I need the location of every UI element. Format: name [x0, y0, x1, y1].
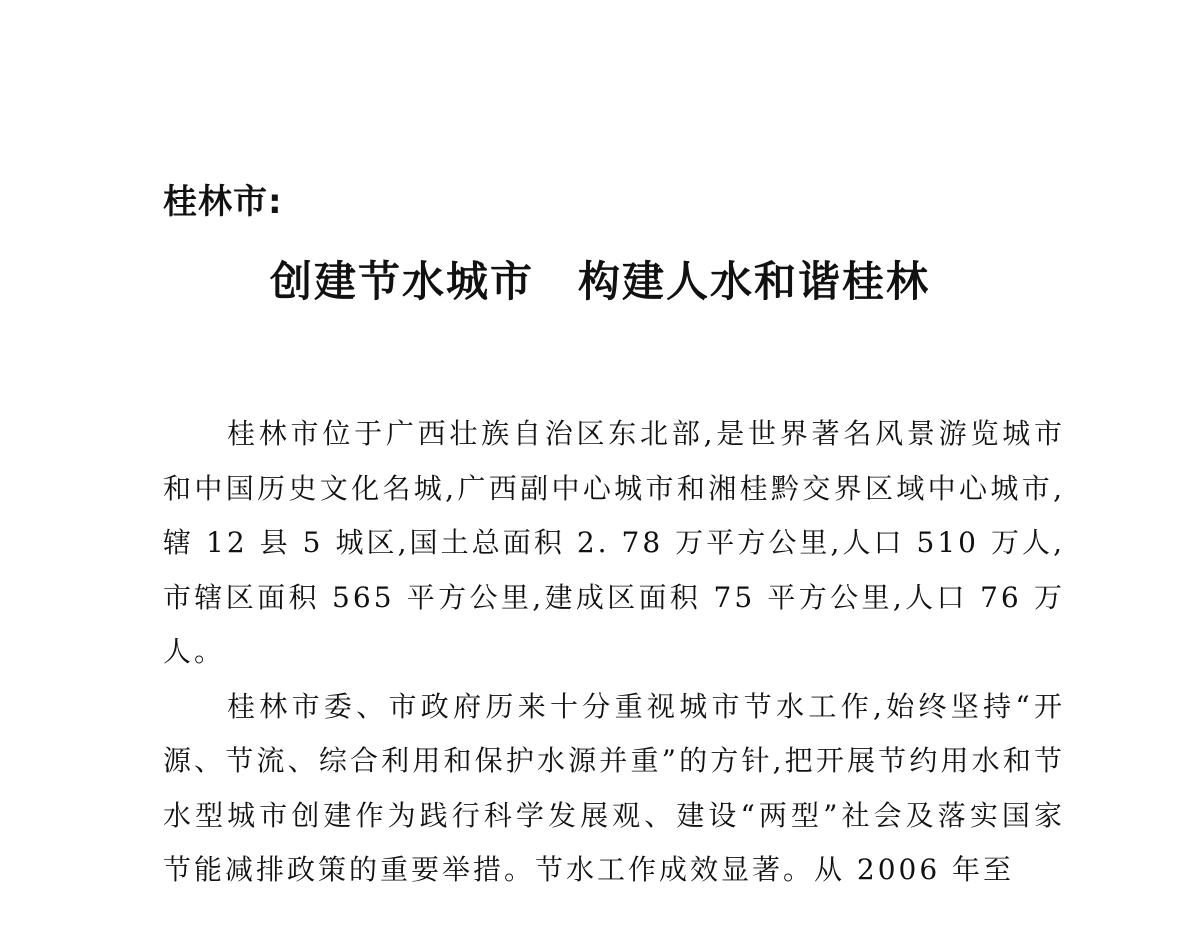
- article-title-part-1: 创建节水城市: [269, 257, 534, 306]
- body-paragraph-1: 桂林市位于广西壮族自治区东北部,是世界著名风景游览城市和中国历史文化名城,广西副中心城市和湘桂黔交界区域中心城市,辖 12 县 5 城区,国土总面积 2. 78 万平方公里,人口 510 万人,市辖区面积 565 平方公里,建成区面积 75 平方公里,人口 76 万人。: [163, 417, 1065, 668]
- section-header-label: 桂林市:: [163, 182, 283, 222]
- body-paragraph-2: 桂林市委、市政府历来十分重视城市节水工作,始终坚持“开源、节流、综合利用和保护水源并重”的方针,把开展节约用水和节水型城市创建作为践行科学发展观、建设“两型”社会及落实国家节能减排政策的重要举措。节水工作成效显著。从 2006 年至: [163, 689, 1065, 886]
- article-body: [163, 407, 1065, 898]
- article-title: [0, 254, 1200, 310]
- article-title-part-2: 构建人水和谐桂林: [578, 257, 931, 306]
